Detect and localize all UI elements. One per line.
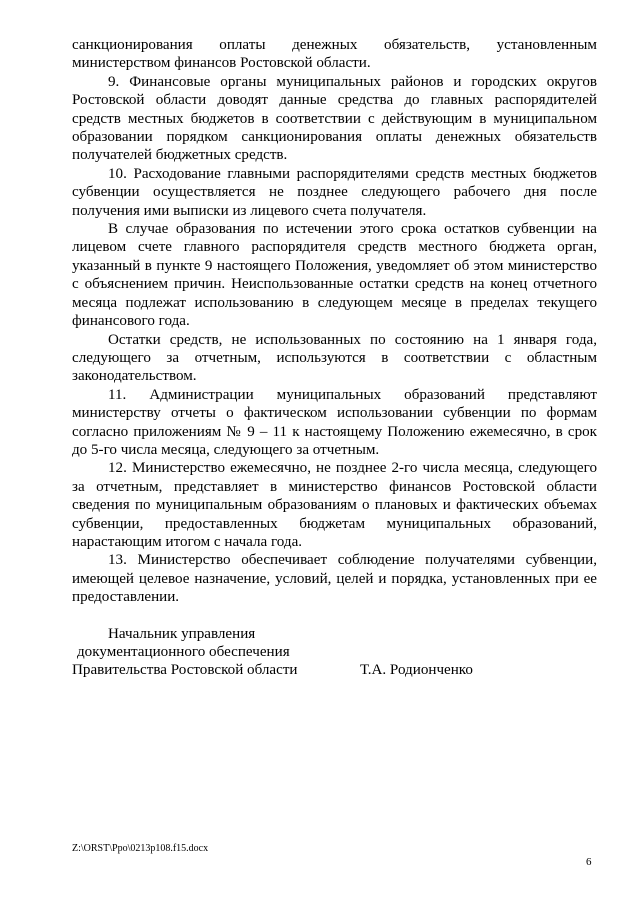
paragraph: 12. Министерство ежемесячно, не позднее 2-го числа месяца, следующего за отчетным, представляет в министерство финансов Ростовской области сведения по муниципальным образованиям о плановых и фактических объемах субвенции, предоставленных бюджетам муниципальных образований, нарастающим итогом с начала года. xyxy=(72,460,597,550)
page-number: 6 xyxy=(586,856,592,868)
paragraph: В случае образования по истечении этого срока остатков субвенции на лицевом счете главного распорядителя средств местного бюджета орган, указанный в пункте 9 настоящего Положения, уведомляет об этом министерство с объяснением причин. Неиспользованные остатки средств на конец отчетного месяца подлежат использованию в следующем месяце в пределах текущего финансового года. xyxy=(72,221,597,330)
paragraph: санкционирования оплаты денежных обязательств, установленным министерством финансов Ростовской области. xyxy=(72,37,597,72)
paragraph: 11. Администрации муниципальных образований представляют министерству отчеты о фактическом использовании субвенции по формам согласно приложениям № 9 – 11 к настоящему Положению ежемесячно, в срок до 5-го числа месяца, следующего за отчетным. xyxy=(72,386,597,458)
signature-title-line1: Начальник управления xyxy=(108,626,256,642)
document-body xyxy=(72,36,597,607)
signature-title-line3: Правительства Ростовской области xyxy=(72,662,298,678)
paragraph: 10. Расходование главными распорядителями средств местных бюджетов субвенции осуществляется не позднее следующего рабочего дня после получения ими выписки из лицевого счета получателя. xyxy=(72,165,597,219)
paragraph: Остатки средств, не использованных по состоянию на 1 января года, следующего за отчетным, используются в соответствии с областным законодательством. xyxy=(72,331,597,385)
paragraph: 13. Министерство обеспечивает соблюдение получателями субвенции, имеющей целевое назначение, условий, целей и порядка, установленных при ее предоставлении. xyxy=(72,552,597,606)
signature-title-line2: документационного обеспечения xyxy=(77,644,290,660)
footer-file-path: Z:\ORST\Ppo\0213p108.f15.docx xyxy=(72,843,209,854)
paragraph: 9. Финансовые органы муниципальных районов и городских округов Ростовской области доводят данные средства до главных распорядителей средств местных бюджетов в соответствии с действующим в муниципальном образовании порядком санкционирования оплаты денежных обязательств получателей бюджетных средств. xyxy=(72,73,597,164)
signature-name: Т.А. Родионченко xyxy=(360,662,473,678)
